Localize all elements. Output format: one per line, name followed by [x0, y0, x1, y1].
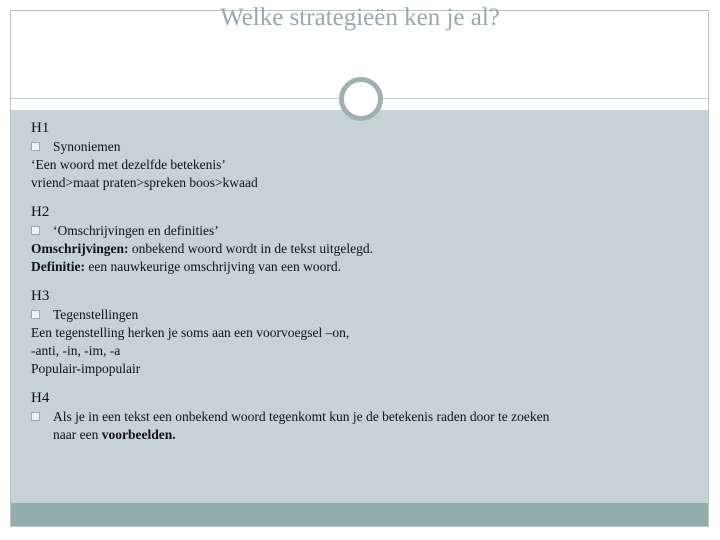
section-heading-h4: H4 — [31, 390, 50, 406]
section-heading-h1: H1 — [31, 120, 50, 136]
bullet-text: Tegenstellingen — [53, 307, 139, 322]
emphasis-text: voorbeelden. — [101, 427, 176, 442]
bullet-text: Als je in een tekst een onbekend woord tegenkomt kun je de betekenis raden door te zoeken — [53, 409, 550, 424]
square-bullet-icon — [31, 142, 40, 151]
term-label: Omschrijvingen: — [31, 241, 129, 256]
square-bullet-icon — [31, 412, 40, 421]
bullet-text: Synoniemen — [53, 139, 121, 154]
bullet-item — [31, 222, 691, 240]
slide-body — [31, 118, 691, 444]
continuation-text: naar een — [53, 427, 102, 442]
body-line: Een tegenstelling herken je soms aan een voorvoegsel –on, — [31, 325, 350, 340]
square-bullet-icon — [31, 226, 40, 235]
body-line — [31, 258, 691, 276]
term-label: Definitie: — [31, 259, 85, 274]
term-definition: een nauwkeurige omschrijving van een woord. — [84, 259, 342, 274]
bullet-item — [31, 138, 691, 156]
body-line — [31, 240, 691, 258]
footer-band — [11, 503, 708, 526]
section-heading-h2: H2 — [31, 204, 50, 220]
body-line: -anti, -in, -im, -a — [31, 343, 121, 358]
term-definition: onbekend woord wordt in de tekst uitgelegd. — [128, 241, 373, 256]
bullet-continuation — [31, 426, 691, 444]
bullet-item — [31, 408, 691, 426]
bullet-text: ‘Omschrijvingen en definities’ — [53, 223, 219, 238]
body-line: vriend>maat praten>spreken boos>kwaad — [31, 175, 258, 190]
slide-title: Welke strategieën ken je al? — [220, 4, 500, 31]
body-line: ‘Een woord met dezelfde betekenis’ — [31, 157, 226, 172]
section-heading-h3: H3 — [31, 288, 50, 304]
ring-ornament-icon — [339, 77, 383, 121]
bullet-item — [31, 306, 691, 324]
body-line: Populair-impopulair — [31, 361, 141, 376]
square-bullet-icon — [31, 310, 40, 319]
